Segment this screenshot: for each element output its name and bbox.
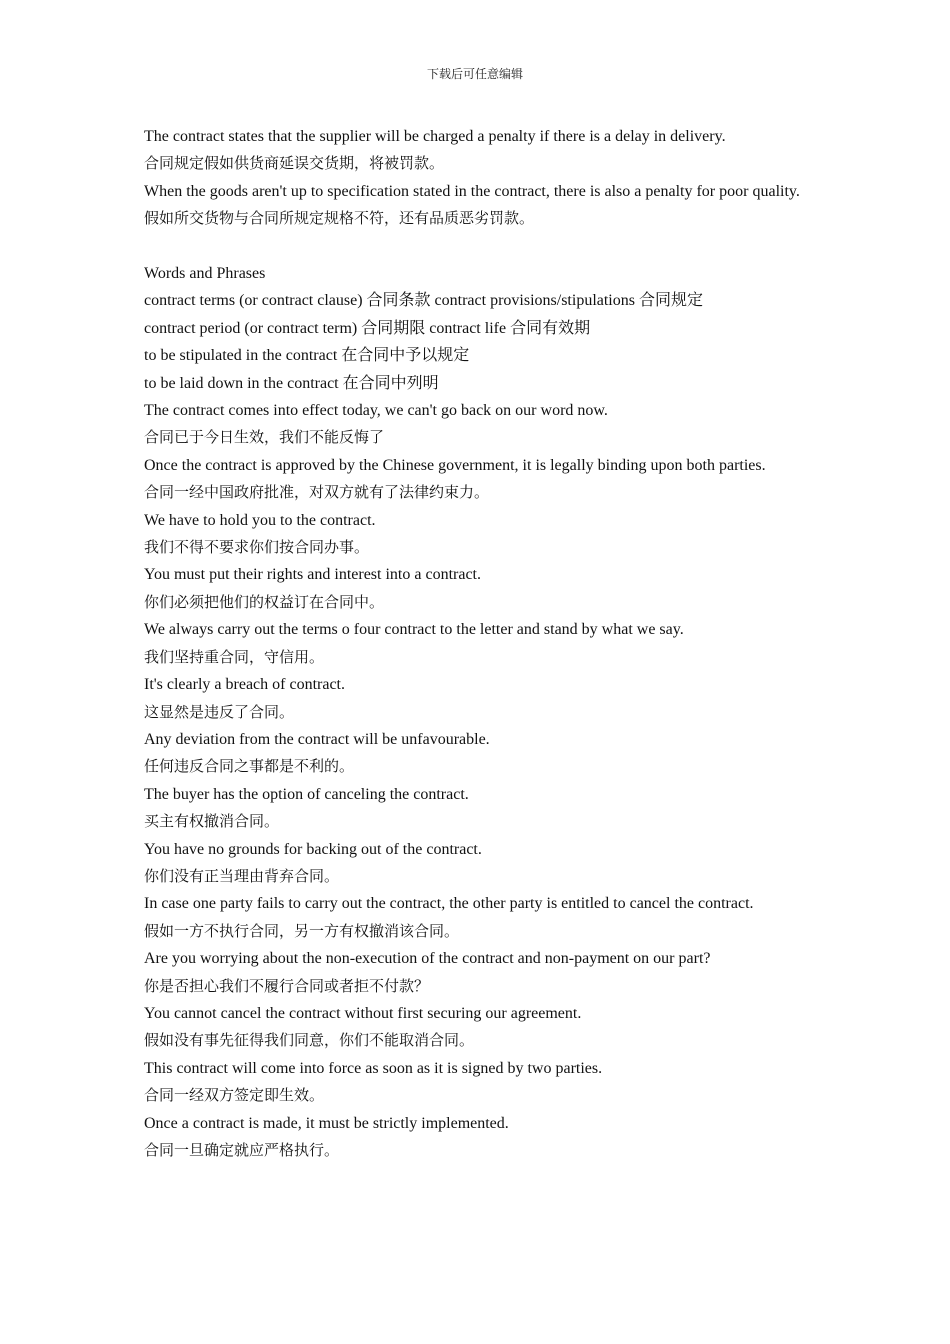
document-body	[144, 123, 806, 1164]
phrase-line: to be laid down in the contract 在合同中列明	[144, 374, 439, 392]
sentence-cn: 这显然是违反了合同。	[144, 702, 295, 721]
sentence-cn: 假如一方不执行合同，另一方有权撤消该合同。	[144, 921, 460, 940]
intro-sentence-cn: 假如所交货物与合同所规定规格不符，还有品质恶劣罚款。	[144, 209, 535, 228]
page-header: 下载后可任意编辑	[426, 67, 523, 81]
intro-sentence-en: The contract states that the supplier will be charged a penalty if there is a delay in delivery.	[144, 128, 726, 145]
sentence-cn: 我们不得不要求你们按合同办事。	[144, 538, 370, 557]
sentence-en: We always carry out the terms o four contract to the letter and stand by what we say.	[144, 621, 684, 639]
sentence-cn: 合同一旦确定就应严格执行。	[144, 1141, 340, 1160]
sentence-en: The contract comes into effect today, we can't go back on our word now.	[144, 402, 608, 420]
sentence-en: The buyer has the option of canceling the contract.	[144, 785, 469, 803]
sentence-en: Once a contract is made, it must be strictly implemented.	[144, 1114, 509, 1132]
sentence-en: You must put their rights and interest into a contract.	[144, 566, 481, 584]
sentence-en: Are you worrying about the non-execution of the contract and non-payment on our part?	[144, 950, 711, 968]
sentence-en: In case one party fails to carry out the contract, the other party is entitled to cancel the contract.	[144, 895, 754, 913]
sentence-cn: 合同一经中国政府批准，对双方就有了法律约束力。	[144, 483, 490, 502]
sentence-en: Once the contract is approved by the Chinese government, it is legally binding upon both parties.	[144, 456, 766, 474]
sentence-cn: 你们没有正当理由背弃合同。	[144, 866, 340, 885]
sentence-cn: 假如没有事先征得我们同意，你们不能取消合同。	[144, 1031, 475, 1050]
sentence-cn: 合同已于今日生效，我们不能反悔了	[144, 428, 385, 447]
sentence-en: You cannot cancel the contract without first securing our agreement.	[144, 1004, 582, 1022]
phrase-line: contract terms (or contract clause) 合同条款 contract provisions/stipulations 合同规定	[144, 292, 703, 310]
sentence-en: Any deviation from the contract will be unfavourable.	[144, 730, 490, 748]
sentence-en: This contract will come into force as soon as it is signed by two parties.	[144, 1059, 603, 1077]
section-title: Words and Phrases	[144, 265, 266, 283]
sentence-cn: 合同一经双方签定即生效。	[144, 1086, 325, 1105]
sentence-cn: 我们坚持重合同，守信用。	[144, 647, 325, 666]
phrase-line: contract period (or contract term) 合同期限 contract life 合同有效期	[144, 319, 591, 337]
sentence-cn: 你们必须把他们的权益订在合同中。	[144, 592, 385, 611]
sentence-en: You have no grounds for backing out of the contract.	[144, 840, 482, 858]
sentence-cn: 你是否担心我们不履行合同或者拒不付款？	[144, 976, 430, 995]
sentence-cn: 买主有权撤消合同。	[144, 812, 280, 831]
sentence-en: It's clearly a breach of contract.	[144, 676, 345, 694]
blank-line	[144, 233, 806, 260]
sentence-cn: 任何违反合同之事都是不利的。	[144, 757, 355, 776]
phrase-line: to be stipulated in the contract 在合同中予以规定	[144, 347, 470, 365]
sentence-en: We have to hold you to the contract.	[144, 511, 376, 529]
intro-sentence-cn: 合同规定假如供货商延误交货期，将被罚款。	[144, 154, 445, 173]
intro-sentence-en: When the goods aren't up to specification stated in the contract, there is also a penalty for poor quality.	[144, 182, 800, 200]
